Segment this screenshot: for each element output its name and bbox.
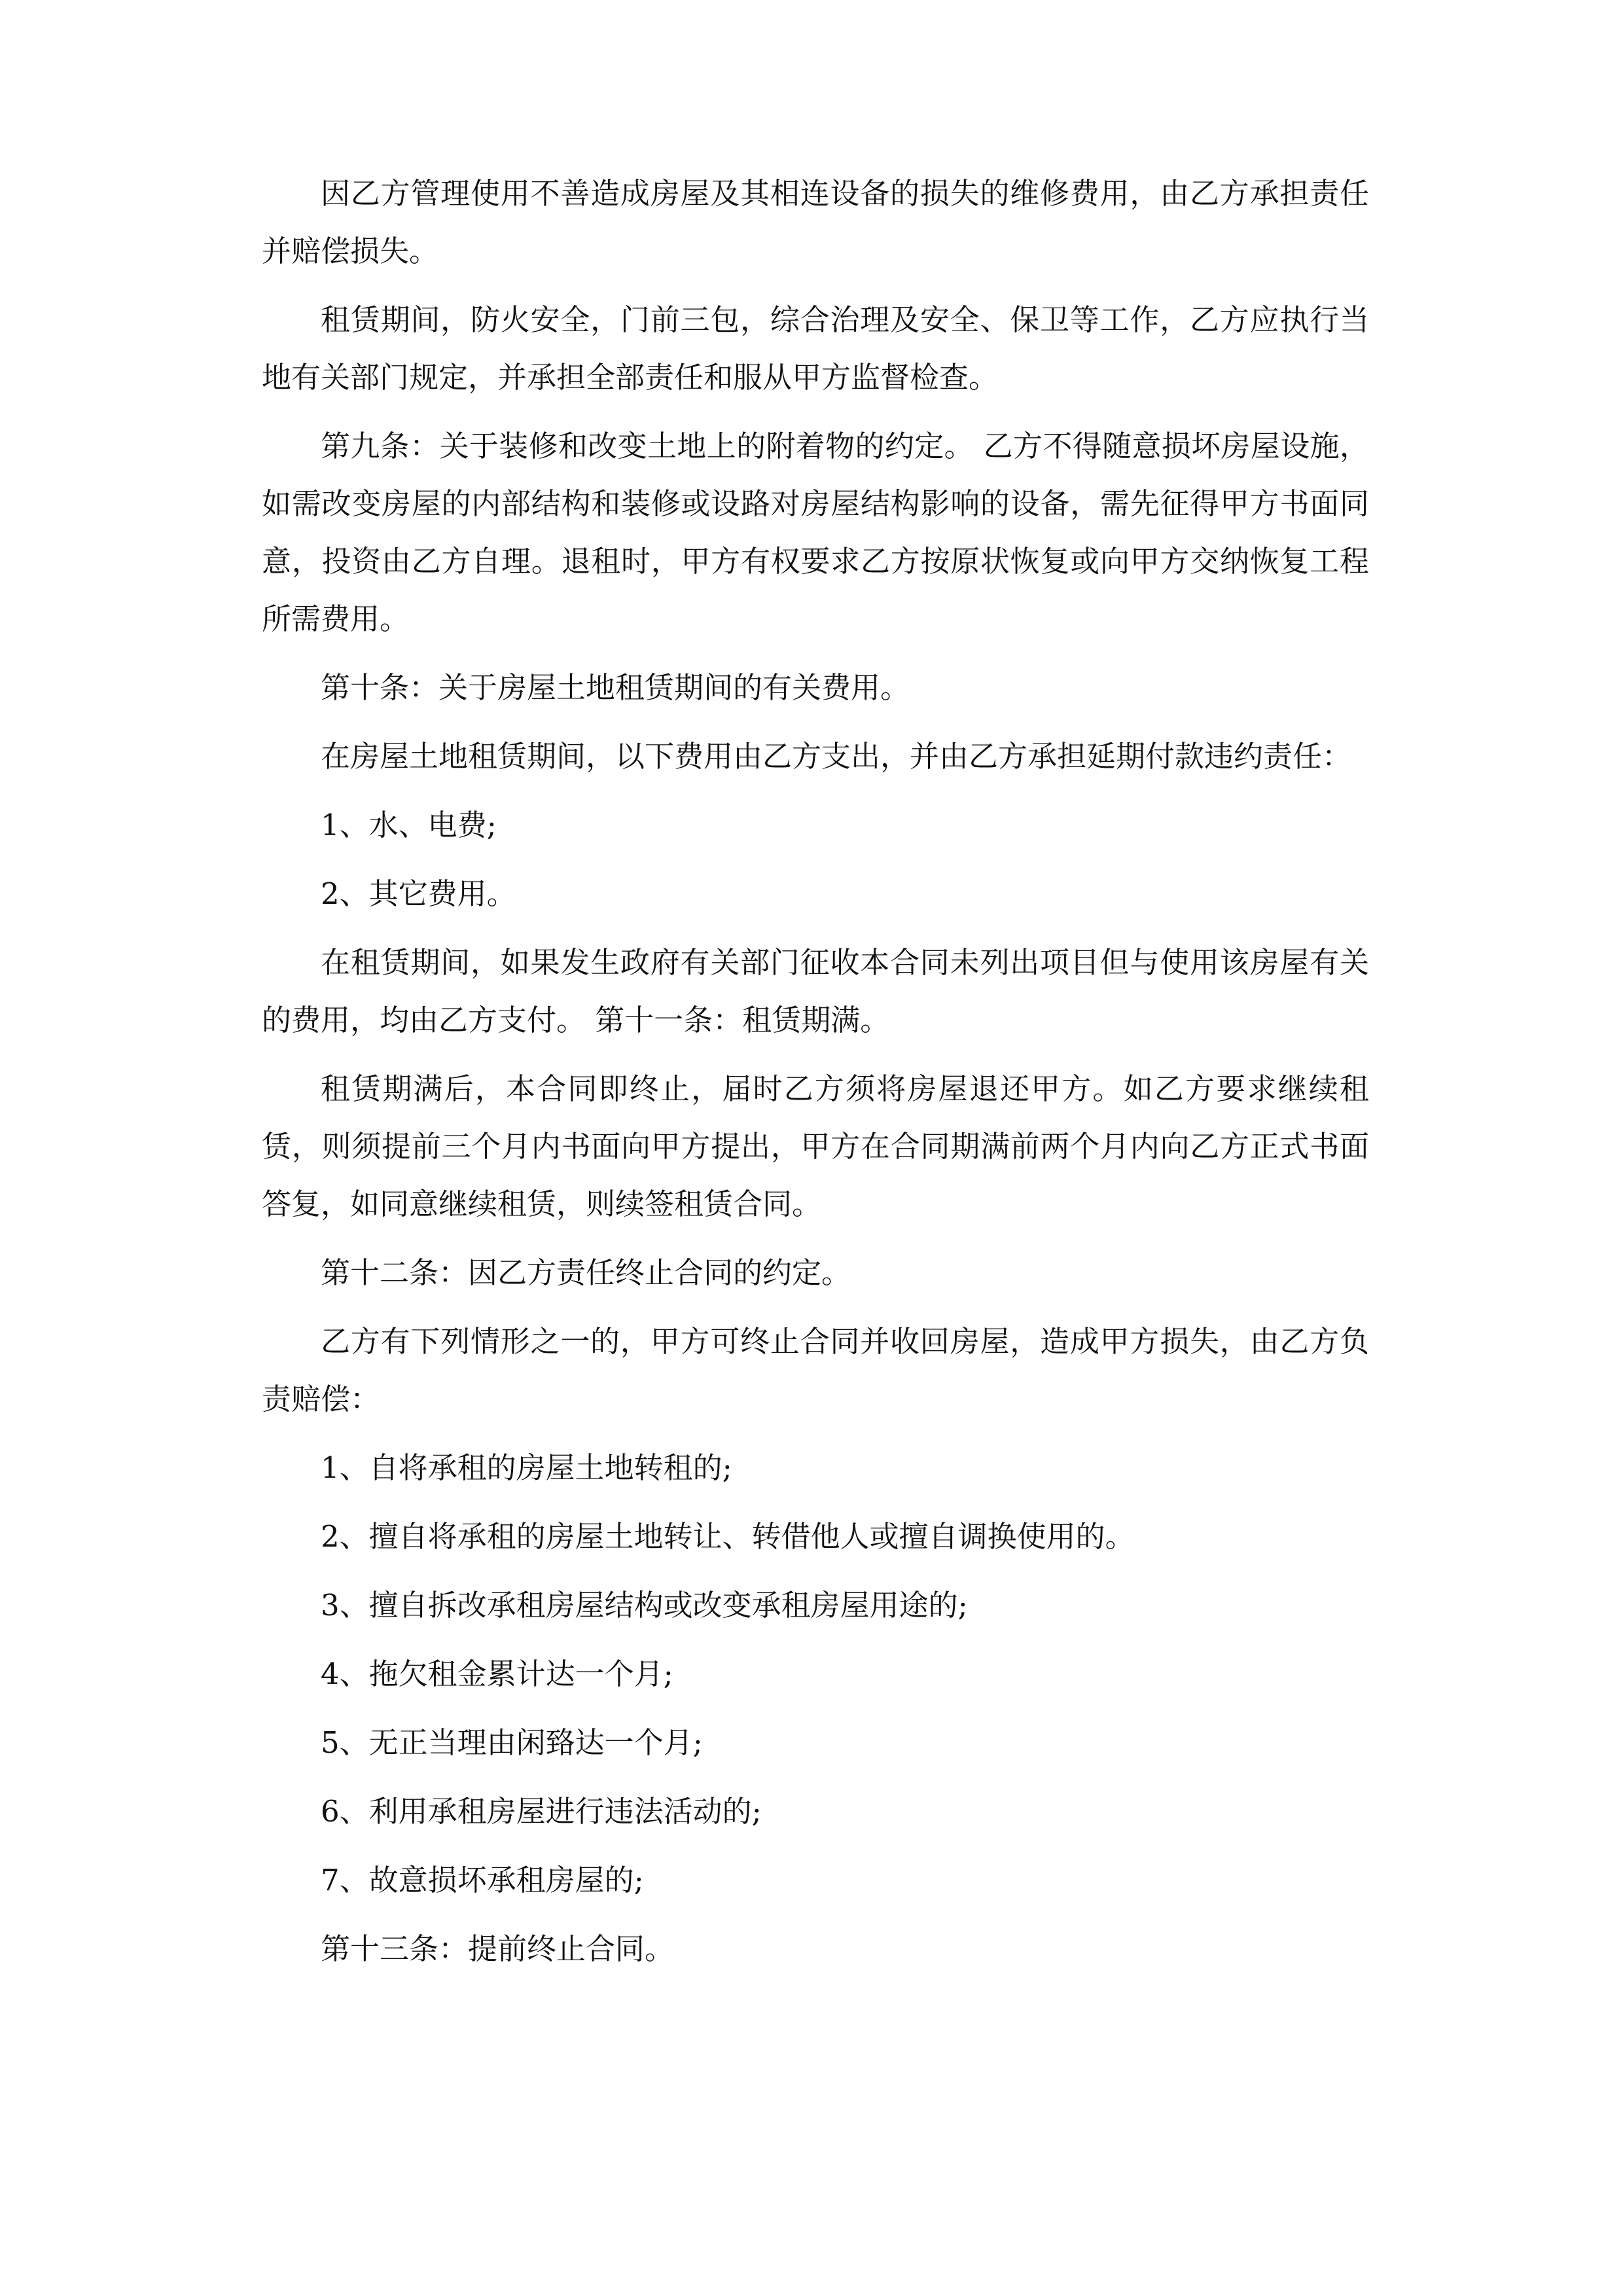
paragraph-repair-liability: 因乙方管理使用不善造成房屋及其相连设备的损失的维修费用，由乙方承担责任并赔偿损失。 xyxy=(262,176,1369,268)
list-item-condition-5: 5、无正当理由闲臵达一个月; xyxy=(321,1725,703,1760)
list-item-fee-2: 2、其它费用。 xyxy=(321,876,516,911)
list-item-condition-7: 7、故意损坏承租房屋的; xyxy=(321,1863,644,1897)
list-item-fee-1: 1、水、电费; xyxy=(321,808,497,842)
paragraph-article-13-heading: 第十三条：提前终止合同。 xyxy=(321,1931,675,1966)
paragraph-article-12-heading: 第十二条：因乙方责任终止合同的约定。 xyxy=(321,1255,851,1290)
paragraph-lease-expiry: 租赁期满后，本合同即终止，届时乙方须将房屋退还甲方。如乙方要求继续租赁，则须提前三个月内书面向甲方提出，甲方在合同期满前两个月内向乙方正式书面答复，如同意继续租赁，则续签租赁合同。 xyxy=(262,1071,1369,1221)
list-item-condition-1: 1、自将承租的房屋土地转租的; xyxy=(321,1450,732,1485)
paragraph-fire-safety: 租赁期间，防火安全，门前三包，综合治理及安全、保卫等工作，乙方应执行当地有关部门规定，并承担全部责任和服从甲方监督检查。 xyxy=(262,302,1369,395)
paragraph-article-10-heading: 第十条：关于房屋土地租赁期间的有关费用。 xyxy=(321,670,910,705)
list-item-condition-6: 6、利用承租房屋进行违法活动的; xyxy=(321,1794,762,1829)
paragraph-termination-conditions: 乙方有下列情形之一的，甲方可终止合同并收回房屋，造成甲方损失，由乙方负责赔偿： xyxy=(262,1324,1369,1416)
list-item-condition-3: 3、擅自拆改承租房屋结构或改变承租房屋用途的; xyxy=(321,1588,968,1623)
list-item-condition-2: 2、擅自将承租的房屋土地转让、转借他人或擅自调换使用的。 xyxy=(321,1519,1135,1554)
paragraph-rental-fees: 在房屋土地租赁期间，以下费用由乙方支出，并由乙方承担延期付款违约责任： xyxy=(321,739,1352,774)
paragraph-article-9: 第九条：关于装修和改变土地上的附着物的约定。 乙方不得随意损坏房屋设施，如需改变房屋的内部结构和装修或设路对房屋结构影响的设备，需先征得甲方书面同意，投资由乙方自理。退租时，甲方有权要求乙方按原状恢复或向甲方交纳恢复工程所需费用。 xyxy=(262,429,1369,636)
paragraph-government-fees: 在租赁期间，如果发生政府有关部门征收本合同未列出项目但与使用该房屋有关的费用，均由乙方支付。 第十一条：租赁期满。 xyxy=(262,945,1369,1037)
document-page xyxy=(262,165,1369,1989)
list-item-condition-4: 4、拖欠租金累计达一个月; xyxy=(321,1657,673,1691)
